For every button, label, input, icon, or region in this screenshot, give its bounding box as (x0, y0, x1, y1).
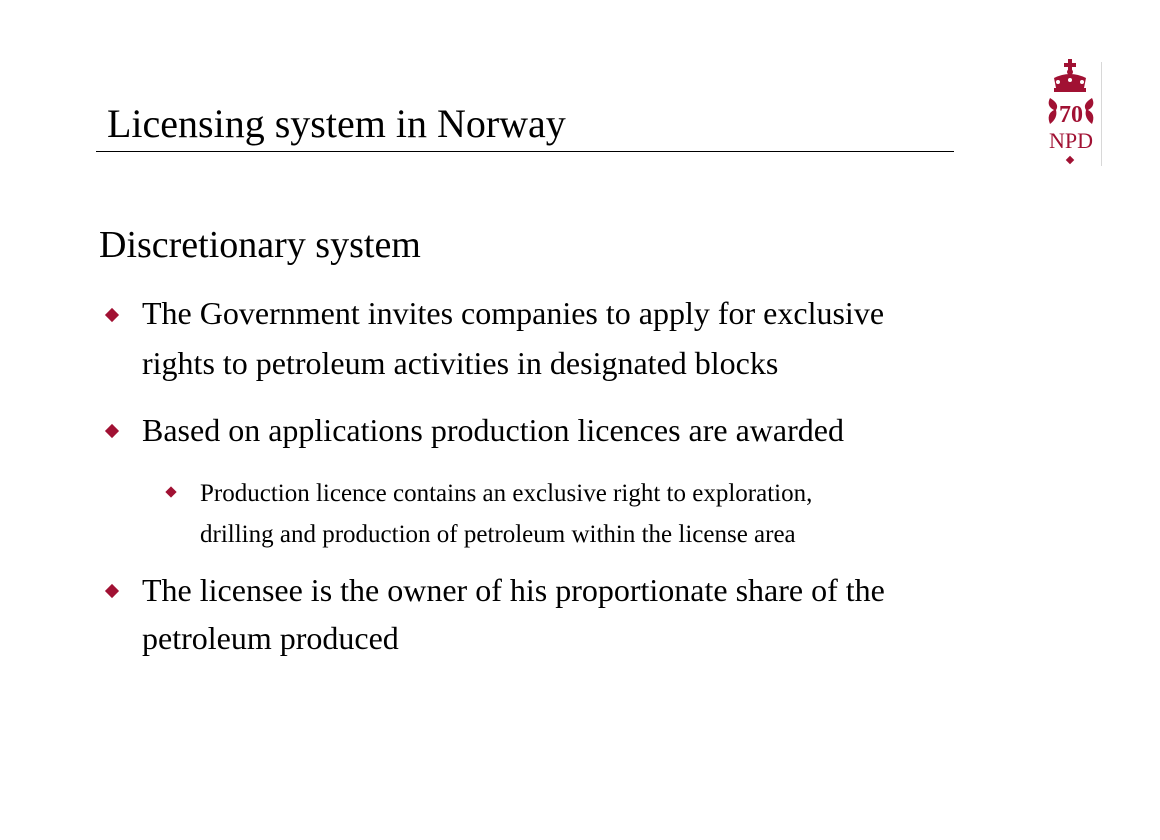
npd-logo (1036, 58, 1106, 170)
bullet-1-line-2: rights to petroleum activities in designated blocks (142, 345, 779, 381)
title-underline (96, 151, 954, 152)
sub-bullet-diamond-icon (165, 486, 176, 497)
sub-bullet-line-2: drilling and production of petroleum within the license area (200, 521, 796, 548)
slide-title: Licensing system in Norway (107, 101, 566, 146)
logo-text: NPD (1048, 128, 1094, 153)
bullet-2-line-1: Based on applications production licences are awarded (142, 412, 844, 448)
bullet-3-line-1: The licensee is the owner of his proportionate share of the (142, 572, 885, 608)
bullet-diamond-icon (105, 424, 119, 438)
sub-bullet-line-1: Production licence contains an exclusive right to exploration, (200, 480, 813, 507)
bullet-3-line-2: petroleum produced (142, 620, 399, 656)
section-heading: Discretionary system (99, 224, 421, 266)
bullet-diamond-icon (105, 584, 119, 598)
bullet-1-line-1: The Government invites companies to apply for exclusive (142, 295, 885, 331)
bullet-diamond-icon (105, 308, 119, 322)
logo-badge-text: 70 (1059, 102, 1083, 128)
